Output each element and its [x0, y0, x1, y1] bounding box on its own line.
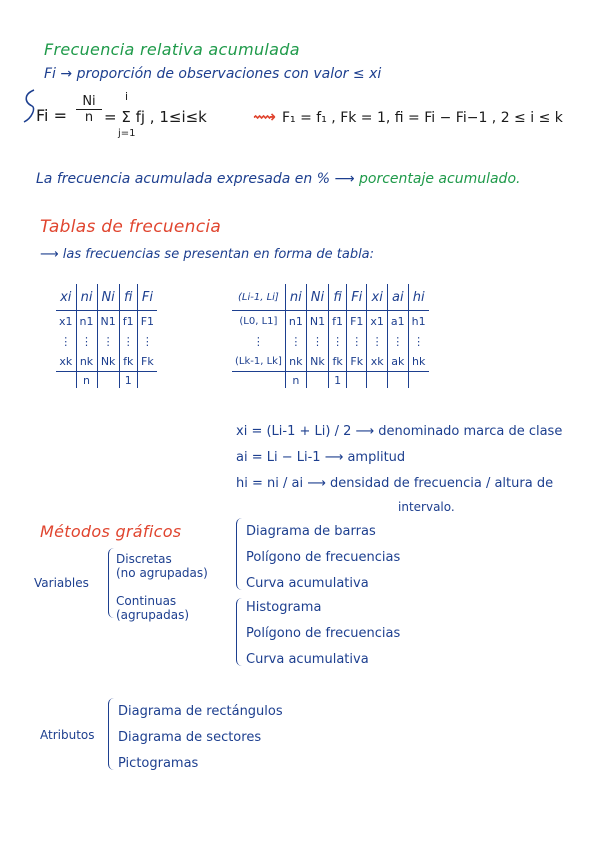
table-cell: x1 [367, 311, 388, 332]
definition-amplitud: ai = Li − Li-1 ⟶ amplitud [236, 450, 406, 465]
table-cell: ⋮ [347, 331, 367, 351]
table-cell: n1 [285, 311, 306, 332]
table-cell: Fk [347, 351, 367, 372]
label-variables: Variables [34, 576, 89, 590]
list-item: Diagrama de rectángulos [118, 704, 283, 719]
label-discretas [116, 552, 208, 580]
table-cell [97, 372, 119, 389]
table-cell: F1 [347, 311, 367, 332]
section-title-frecuencia-relativa: Frecuencia relativa acumulada [44, 40, 300, 59]
list-item: Polígono de frecuencias [246, 550, 401, 565]
table-cell: ⋮ [329, 331, 347, 351]
table-cell: Nk [306, 351, 328, 372]
table-header: xi [367, 284, 388, 311]
formula-fraction [76, 94, 102, 125]
definition-marca-clase: xi = (Li-1 + Li) / 2 ⟶ denominado marca de clase [236, 424, 563, 439]
table-row [232, 351, 429, 372]
table-cell: F1 [137, 311, 157, 332]
brace-atributos [108, 698, 115, 770]
table-cell: hk [408, 351, 428, 372]
table-totals-row [232, 372, 429, 389]
table-cell: ⋮ [306, 331, 328, 351]
sum-upper-limit: i [125, 90, 129, 103]
table-row [232, 311, 429, 332]
table-cell: xk [367, 351, 388, 372]
table-cell: f1 [119, 311, 137, 332]
table-cell [306, 372, 328, 389]
table-cell: h1 [408, 311, 428, 332]
table-cell: ⋮ [137, 331, 157, 351]
table-cell: ⋮ [60, 334, 72, 348]
definition-densidad: hi = ni / ai ⟶ densidad de frecuencia / altura de [236, 476, 554, 491]
table-header: xi [56, 284, 76, 311]
formula-sum: = Σ fj , 1≤i≤k [104, 108, 207, 126]
table-header: Ni [306, 284, 328, 311]
table-cell: ⋮ [97, 331, 119, 351]
formula-rest: F₁ = f₁ , Fk = 1, fi = Fi − Fi−1 , 2 ≤ i ≤ k [282, 110, 563, 126]
table-header: ni [285, 284, 306, 311]
table-cell: ⋮ [76, 331, 97, 351]
list-item: Pictogramas [118, 756, 199, 771]
brace-variables [108, 548, 115, 618]
continuas-line2: (agrupadas) [116, 608, 190, 622]
table-header: ai [387, 284, 408, 311]
discretas-line2: (no agrupadas) [116, 566, 208, 580]
table-cell: x1 [59, 314, 73, 328]
section-title-metodos: Métodos gráficos [40, 522, 182, 541]
table-cell [56, 372, 76, 389]
list-item: Curva acumulativa [246, 652, 369, 667]
fraction-numerator: Ni [82, 94, 96, 109]
label-continuas [116, 594, 189, 622]
list-item: Histograma [246, 600, 322, 615]
table-header: fi [329, 284, 347, 311]
table-cell: fk [119, 351, 137, 372]
table-cell: ak [387, 351, 408, 372]
table-header: Fi [137, 284, 157, 311]
table-cell: n [285, 372, 306, 389]
table-cell [137, 372, 157, 389]
note-prefix: La frecuencia acumulada expresada en % ⟶ [36, 171, 355, 187]
table-cell: a1 [387, 311, 408, 332]
formula-arrow: ⟿ [253, 107, 276, 126]
list-item: Curva acumulativa [246, 576, 369, 591]
table-header: Ni [97, 284, 119, 311]
table-cell: ⋮ [408, 331, 428, 351]
list-item: Diagrama de barras [246, 524, 376, 539]
table-cell [232, 372, 285, 389]
section-title-tablas: Tablas de frecuencia [40, 217, 222, 237]
note-acumulado [36, 171, 520, 187]
frequency-table-simple [56, 284, 157, 388]
table-cell: n [76, 372, 97, 389]
table-cell: ⋮ [119, 331, 137, 351]
formula-Fi [36, 106, 67, 125]
table-cell: nk [285, 351, 306, 372]
table-cell: N1 [306, 311, 328, 332]
note-highlight: porcentaje acumulado. [359, 171, 521, 187]
table-cell: ⋮ [387, 331, 408, 351]
table-cell: Nk [97, 351, 119, 372]
table-row-dots [56, 331, 157, 351]
table-cell: N1 [97, 311, 119, 332]
table-cell: ⋮ [367, 331, 388, 351]
table-cell: n1 [76, 311, 97, 332]
table-cell: (L0, L1] [239, 315, 278, 327]
fraction-denominator: n [76, 109, 102, 125]
table-row [56, 311, 157, 332]
table-row [56, 351, 157, 372]
table-header: Fi [347, 284, 367, 311]
table-header: fi [119, 284, 137, 311]
frequency-table-grouped [232, 284, 429, 388]
table-header: (Li-1, Li] [232, 284, 285, 311]
list-item: Diagrama de sectores [118, 730, 262, 745]
formula-lhs: Fi = [36, 106, 67, 125]
definition-densidad-cont: intervalo. [398, 500, 455, 514]
table-cell: nk [76, 351, 97, 372]
continuas-line1: Continuas [116, 594, 177, 608]
table-cell: 1 [329, 372, 347, 389]
table-header: ni [76, 284, 97, 311]
label-atributos: Atributos [40, 728, 95, 742]
table-cell: (Lk-1, Lk] [232, 351, 285, 372]
table-header: hi [408, 284, 428, 311]
table-cell: fk [329, 351, 347, 372]
sum-lower-limit: j=1 [118, 128, 136, 139]
table-header-row [56, 284, 157, 311]
discretas-line1: Discretas [116, 552, 172, 566]
table-cell [387, 372, 408, 389]
table-cell [347, 372, 367, 389]
table-cell: ⋮ [252, 334, 264, 348]
table-totals-row [56, 372, 157, 389]
table-cell: Fk [137, 351, 157, 372]
brace-discretas [236, 518, 243, 590]
tablas-intro: ⟶ las frecuencias se presentan en forma de tabla: [40, 247, 375, 262]
list-item: Polígono de frecuencias [246, 626, 401, 641]
table-cell: ⋮ [285, 331, 306, 351]
definition-Fi: Fi → proporción de observaciones con valor ≤ xi [44, 66, 382, 82]
table-cell: 1 [119, 372, 137, 389]
table-cell: xk [56, 351, 76, 372]
table-cell: f1 [329, 311, 347, 332]
table-header-row [232, 284, 429, 311]
brace-continuas [236, 598, 243, 666]
table-row-dots [232, 331, 429, 351]
table-cell [408, 372, 428, 389]
table-cell [367, 372, 388, 389]
